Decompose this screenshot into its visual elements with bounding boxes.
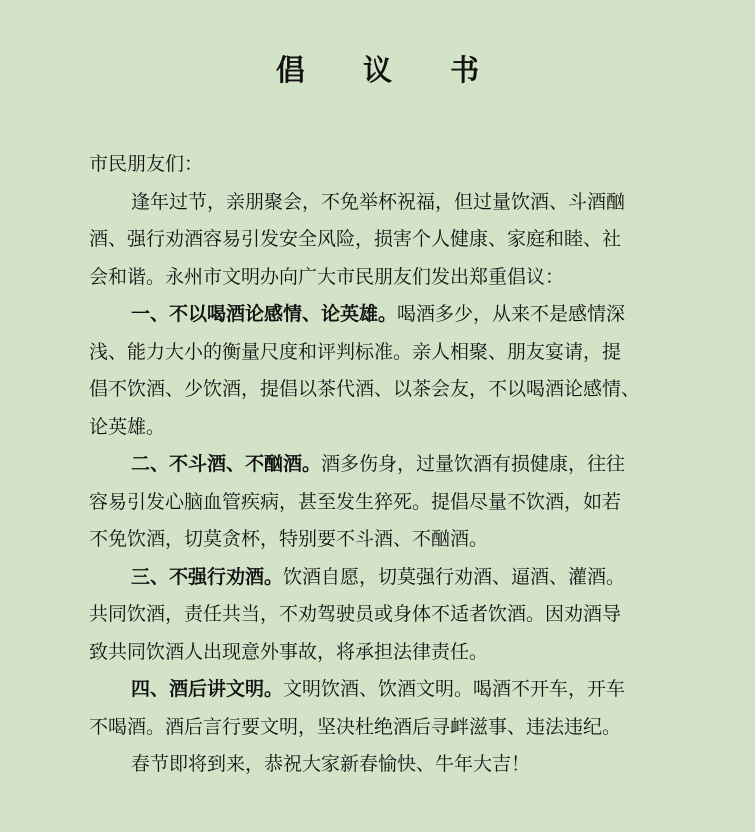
text-line xyxy=(89,184,681,222)
line-text: 论英雄。 xyxy=(89,415,166,438)
line-text: 倡不饮酒、少饮酒，提倡以茶代酒、以茶会友，不以喝酒论感情、 xyxy=(89,378,641,400)
text-line xyxy=(89,634,681,672)
line-text: 不免饮酒，切莫贪杯，特别要不斗酒、不酗酒。 xyxy=(89,528,489,550)
text-line xyxy=(89,371,681,409)
text-line xyxy=(89,334,681,372)
document-title: 倡 议 书 xyxy=(275,53,504,87)
line-text: 逢年过节，亲朋聚会，不免举杯祝福，但过量饮酒、斗酒酗 xyxy=(131,190,626,213)
line-text: 浅、能力大小的衡量尺度和评判标准。亲人相聚、朋友宴请，提 xyxy=(89,340,622,363)
line-text: 喝酒多少，从来不是感情深 xyxy=(397,303,626,325)
document-body xyxy=(89,146,681,784)
item-heading: 一、不以喝酒论感情、论英雄。 xyxy=(131,303,398,325)
line-text: 饮酒自愿，切莫强行劝酒、逼酒、灌酒。 xyxy=(283,565,626,588)
text-line xyxy=(89,746,681,784)
salutation-text: 市民朋友们： xyxy=(89,153,204,175)
paragraph-intro xyxy=(89,184,681,297)
text-line xyxy=(89,446,681,484)
text-line xyxy=(89,596,681,634)
paragraph-item-1 xyxy=(89,296,681,446)
line-text: 酒多伤身，过量饮酒有损健康，往往 xyxy=(321,453,626,475)
text-line xyxy=(89,521,681,559)
paragraph-closing xyxy=(89,746,681,784)
paragraph-item-4 xyxy=(89,671,681,746)
salutation xyxy=(89,146,681,184)
line-text: 酒、强行劝酒容易引发安全风险，损害个人健康、家庭和睦、社 xyxy=(89,228,622,250)
line-text: 容易引发心脑血管疾病，甚至发生猝死。提倡尽量不饮酒，如若 xyxy=(89,490,622,513)
text-line xyxy=(89,221,681,259)
line-text: 文明饮酒、饮酒文明。喝酒不开车，开车 xyxy=(283,678,626,700)
text-line xyxy=(89,671,681,709)
text-line xyxy=(89,559,681,597)
text-line xyxy=(89,296,681,334)
paragraph-item-2 xyxy=(89,446,681,559)
text-line xyxy=(89,484,681,522)
paragraph-item-3 xyxy=(89,559,681,672)
item-heading: 二、不斗酒、不酗酒。 xyxy=(131,453,322,475)
text-line xyxy=(89,259,681,297)
item-heading: 三、不强行劝酒。 xyxy=(131,565,284,588)
text-line xyxy=(89,409,681,447)
line-text: 致共同饮酒人出现意外事故，将承担法律责任。 xyxy=(89,640,489,663)
line-text: 春节即将到来，恭祝大家新春愉快、牛年大吉！ xyxy=(131,753,531,775)
line-text: 共同饮酒，责任共当，不劝驾驶员或身体不适者饮酒。因劝酒导 xyxy=(89,603,622,625)
line-text: 会和谐。永州市文明办向广大市民朋友们发出郑重倡议： xyxy=(89,265,565,288)
line-text: 不喝酒。酒后言行要文明，坚决杜绝酒后寻衅滋事、违法违纪。 xyxy=(89,715,622,738)
item-heading: 四、酒后讲文明。 xyxy=(131,678,284,700)
text-line xyxy=(89,709,681,747)
